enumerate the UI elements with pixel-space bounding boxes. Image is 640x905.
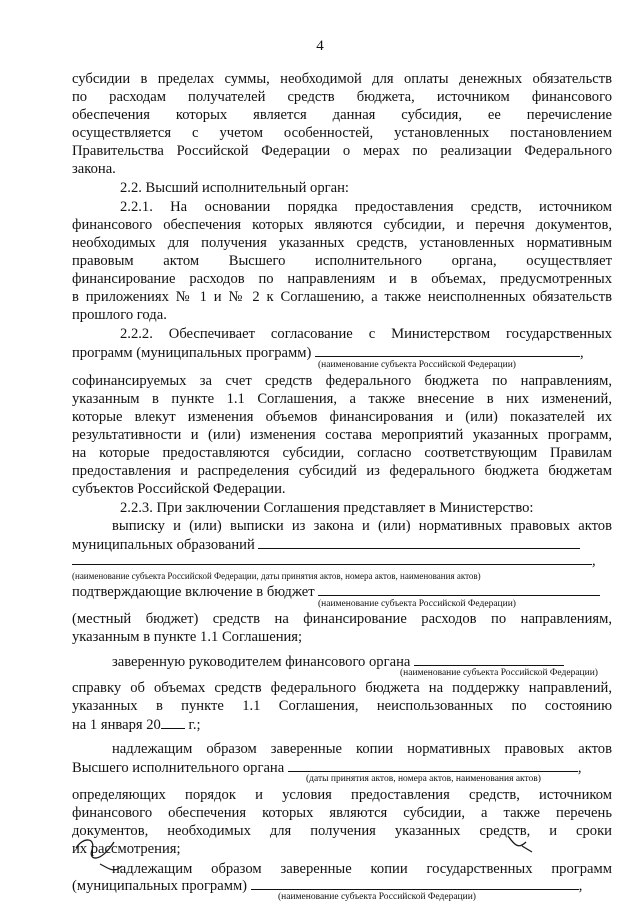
text-fragment: муниципальных образований — [72, 537, 255, 553]
blank-line — [72, 551, 612, 570]
text-line: указанным в пункте 1.1 Соглашения; — [72, 629, 303, 645]
punctuation: , — [579, 345, 584, 361]
text-line: их рассмотрения; — [72, 841, 181, 857]
fill-in-blank — [258, 535, 580, 549]
fill-in-blank — [315, 343, 580, 357]
fill-in-blank — [318, 582, 600, 596]
text-line: 2.2.2. Обеспечивает согласование с Министерством государственных — [120, 326, 612, 342]
field-caption: (наименование субъекта Российской Федерации, даты принятия актов, номера актов, наименования актов) — [72, 571, 481, 581]
text-line: на которые предоставляются субсидии, согласно соответствующим Правилам — [72, 445, 612, 461]
fill-in-blank — [72, 551, 592, 565]
field-caption: (даты принятия актов, номера актов, наименования актов) — [306, 774, 541, 784]
text-line: документов, необходимых для получения указанных средств, и сроки — [72, 823, 612, 839]
text-line: финансового обеспечения которых являются субсидии, и перечня документов, — [72, 217, 612, 233]
field-caption: (наименование субъекта Российской Федерации) — [318, 599, 516, 609]
text-line: 2.2.3. При заключении Соглашения представляет в Министерство: — [120, 500, 534, 516]
text-line: прошлого года. — [72, 307, 167, 323]
fill-in-blank — [288, 758, 578, 772]
text-line: обеспечения которых является данная субсидия, ее перечисление — [72, 107, 612, 123]
text-line: справку об объемах средств федерального бюджета на поддержку направлений, — [72, 680, 612, 696]
text-line: результативности и (или) изменения состава мероприятий указанных программ, — [72, 427, 612, 443]
text-fragment: Высшего исполнительного органа — [72, 760, 285, 776]
text-line: по расходам получателей средств бюджета, источником финансового — [72, 89, 612, 105]
text-fragment: подтверждающие включение в бюджет — [72, 584, 315, 600]
text-line: которые влекут изменения объемов финансирования и (или) показателей их — [72, 409, 612, 425]
text-fragment: (муниципальных программ) — [72, 878, 248, 894]
text-line: закона. — [72, 161, 116, 177]
text-line: (местный бюджет) средств на финансирование расходов по направлениям, — [72, 611, 612, 627]
text-line: финансового обеспечения которых являются субсидии, а также перечень — [72, 805, 612, 821]
section-heading: 2.2. Высший исполнительный орган: — [120, 180, 349, 196]
text-line: финансирование расходов по направлениям и в объемах, предусмотренных — [72, 271, 612, 287]
text-line: указанным в пункте 1.1 Соглашения, а также внесение в них изменений, — [72, 391, 612, 407]
handwritten-mark-icon — [70, 830, 550, 890]
year-blank — [161, 715, 185, 729]
text-line: 2.2.1. На основании порядка предоставления средств, источником — [120, 199, 612, 215]
page-number: 4 — [316, 38, 324, 54]
text-line: необходимых для получения указанных средств, установленных нормативным — [72, 235, 612, 251]
text-line: надлежащим образом заверенные копии государственных программ — [112, 861, 612, 877]
text-fragment: заверенную руководителем финансового органа — [112, 654, 411, 670]
punctuation: , — [592, 553, 596, 569]
text-line-with-blank — [72, 715, 612, 734]
text-line: Правительства Российской Федерации о мерах по реализации Федерального — [72, 143, 612, 159]
text-line: субъектов Российской Федерации. — [72, 481, 286, 497]
text-line: выписку и (или) выписки из закона и (или) нормативных правовых актов — [112, 518, 612, 534]
field-caption: (наименование субъекта Российской Федерации) — [278, 892, 476, 902]
text-fragment: г.; — [188, 717, 201, 733]
text-line: надлежащим образом заверенные копии нормативных правовых актов — [112, 741, 612, 757]
field-caption: (наименование субъекта Российской Федерации) — [318, 360, 516, 370]
punctuation: , — [577, 760, 582, 776]
text-line: предоставления и распределения субсидий из федерального бюджета бюджетам — [72, 463, 612, 479]
text-fragment: программ (муниципальных программ) — [72, 345, 312, 361]
text-fragment: на 1 января 20 — [72, 717, 161, 733]
text-line: софинансируемых за счет средств федерального бюджета по направлениям, — [72, 373, 612, 389]
text-line: субсидии в пределах суммы, необходимой для оплаты денежных обязательств — [72, 71, 612, 87]
fill-in-blank — [414, 652, 564, 666]
text-line: в приложениях № 1 и № 2 к Соглашению, а также неисполненных обязательств — [72, 289, 612, 305]
field-caption: (наименование субъекта Российской Федерации) — [400, 668, 598, 678]
punctuation: , — [578, 878, 583, 894]
text-line: указанных в пункте 1.1 Соглашения, неиспользованных по состоянию — [72, 698, 612, 714]
text-line: определяющих порядок и условия предоставления средств, источником — [72, 787, 612, 803]
text-line: осуществляется с учетом особенностей, установленных постановлением — [72, 125, 612, 141]
text-line: правовым актом Высшего исполнительного органа, осуществляет — [72, 253, 612, 269]
